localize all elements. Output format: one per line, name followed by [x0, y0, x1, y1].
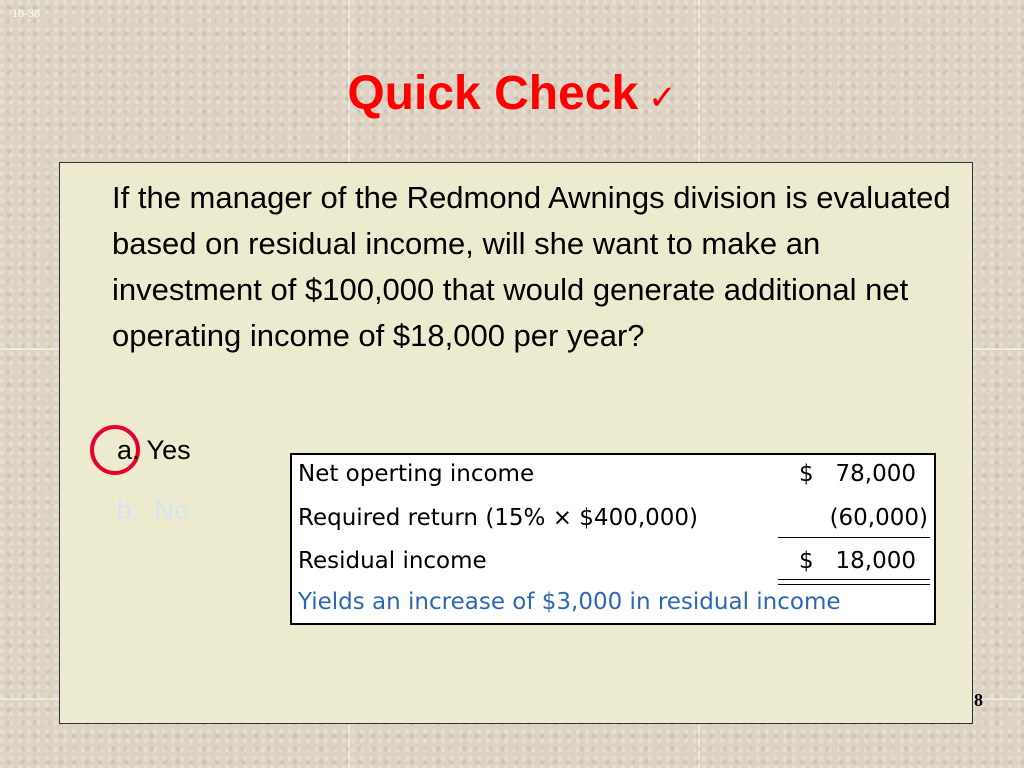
row-label: Required return (15% × $400,000)	[298, 505, 699, 531]
option-b[interactable]	[117, 495, 189, 526]
table-row	[298, 505, 928, 545]
checkmark-icon: ✓	[648, 79, 677, 117]
slide-number: 10-38	[12, 6, 40, 20]
option-a[interactable]	[117, 435, 191, 466]
table-note: Yields an increase of $3,000 in residual income	[298, 589, 841, 615]
double-underline	[778, 579, 930, 585]
question-text: If the manager of the Redmond Awnings division is evaluated based on residual income, will she want to make an investment of $100,000 that would generate additional net operating income of $18,000 per year?	[112, 180, 951, 353]
corner-page-number: 8	[974, 690, 983, 710]
option-b-letter: b.	[117, 495, 140, 525]
table-row	[298, 461, 928, 501]
option-a-text: Yes	[146, 435, 191, 465]
slide-title	[0, 66, 1024, 121]
row-value: $ 78,000	[798, 461, 916, 487]
option-a-letter: a.	[117, 435, 140, 465]
title-text: Quick Check	[347, 67, 639, 120]
question-panel	[59, 162, 973, 724]
row-value: $ 18,000	[798, 548, 916, 574]
option-b-text: No	[154, 495, 190, 525]
residual-income-table	[290, 453, 936, 625]
row-value: (60,000)	[829, 505, 928, 531]
row-label: Net operting income	[298, 461, 535, 487]
row-label: Residual income	[298, 548, 487, 574]
